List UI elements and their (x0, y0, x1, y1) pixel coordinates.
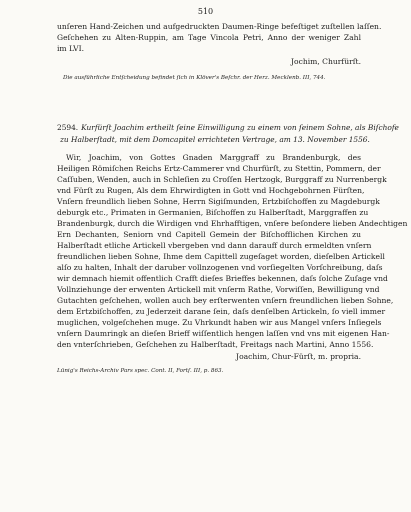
body-line-8: Ern Dechanten, Seniorn vnd Capitell Gemein der Biſchofflichen Kirchen zu (57, 230, 361, 239)
body-line-4: vnd Fürſt zu Rugen, Als dem Ehrwirdigten in Gott vnd Hochgebohrnen Fürſten, (57, 186, 365, 195)
body-line-11: alſo zu halten, Inhalt der daruber vollnzogenen vnd vorſiegelten Vorſchreibung, daſs (57, 263, 383, 272)
top-footnote: Die ausführliche Entſcheidung befindet ſich in Klöver's Beſchr. der Herz. Mecklenb. III, 744. (63, 75, 326, 81)
body-line-3: Caſſuben, Wenden, auch in Schleſien zu Croſſen Hertzogk, Burggraff zu Nurrenbergk (57, 175, 387, 184)
body-line-6: deburgk etc., Primaten in Germanien, Biſchoffen zu Halberſtadt, Marggraffen zu (57, 208, 369, 217)
body-line-9: Halberſtadt etliche Artickell vbergeben vnd dann darauff durch ermeldten vnſern (57, 241, 372, 250)
top-text-line-1: unſeren Hand-Zeichen und aufgedruckten Daumen-Ringe befeſtiget zuſtellen laſſen. (57, 22, 382, 31)
body-line-13: Vollnziehunge der erwenten Artickell mit vnſerm Rathe, Vorwiſſen, Bewilligung vnd (57, 285, 380, 294)
body-line-12: wir demnach hiemit offentlich Crafft dieſes Brieffes bekennen, daſs ſolche Zuſage vnd (57, 274, 388, 283)
top-signature: Jochim, Churfürſt. (290, 57, 361, 66)
body-signature: Joachim, Chur-Fürſt, m. propria. (236, 352, 361, 361)
body-line-1: Wir, Joachim, von Gottes Gnaden Marggraff zu Brandenburgk, des (66, 153, 361, 162)
document-heading-2: zu Halberſtadt, mit dem Domcapitel errichteten Vertrage, am 13. November 1556. (60, 135, 370, 144)
body-line-2: Heiligen Römiſchen Reichs Ertz-Cammerer vnd Churfürſt, zu Stettin, Pommern, der (57, 164, 381, 173)
body-line-16: muglichen, volgeſchehen muge. Zu Vhrkundt haben wir aus Mangel vnſers Inſiegels (57, 318, 382, 327)
body-line-7: Brandenburgk, durch die Wirdigen vnd Ehrhafftigen, vnſere beſondere lieben Andechtigen (57, 219, 408, 228)
page-number: 510 (197, 7, 214, 16)
top-text-line-2: Geſchehen zu Alten-Ruppin, am Tage Vincola Petri, Anno der weniger Zahl (57, 33, 361, 42)
document-heading-1 (57, 123, 399, 133)
body-line-15: dem Ertzbiſchoffen, zu Jederzeit darane ſein, daſs denſelben Artickeln, ſo viell immer (57, 307, 386, 316)
body-line-14: Gutachten geſchehen, wollen auch bey erſterwenten vnſern freundlichen lieben Sohne, (57, 296, 394, 305)
document-number: 2594. (57, 123, 79, 132)
body-line-5: Vnſern freundlich lieben Sohne, Herrn Sigiſmunden, Ertzbiſchoffen zu Magdeburgk (57, 197, 380, 206)
body-line-10: freundlichen lieben Sohne, Ihme dem Capittell zugeſaget worden, dieſelben Artickell (57, 252, 385, 261)
body-line-17: vnſern Daumringk an dieſen Brieff wiſſentlich hengen laſſen vnd vns mit eigenen Han- (57, 329, 390, 338)
document-heading-text-1: Kurfürſt Joachim ertheilt ſeine Einwilligung zu einem von ſeinem Sohne, als Biſchofe (81, 123, 399, 132)
body-line-18: den vnterſchrieben, Geſchehen zu Halberſtadt, Freitags nach Martini, Anno 1556. (57, 340, 374, 349)
source-footnote: Lünig's Reichs-Archiv Pars spec. Cont. II, Fortſ. III, p. 863. (57, 368, 224, 374)
top-text-line-3: im LVI. (57, 44, 85, 53)
